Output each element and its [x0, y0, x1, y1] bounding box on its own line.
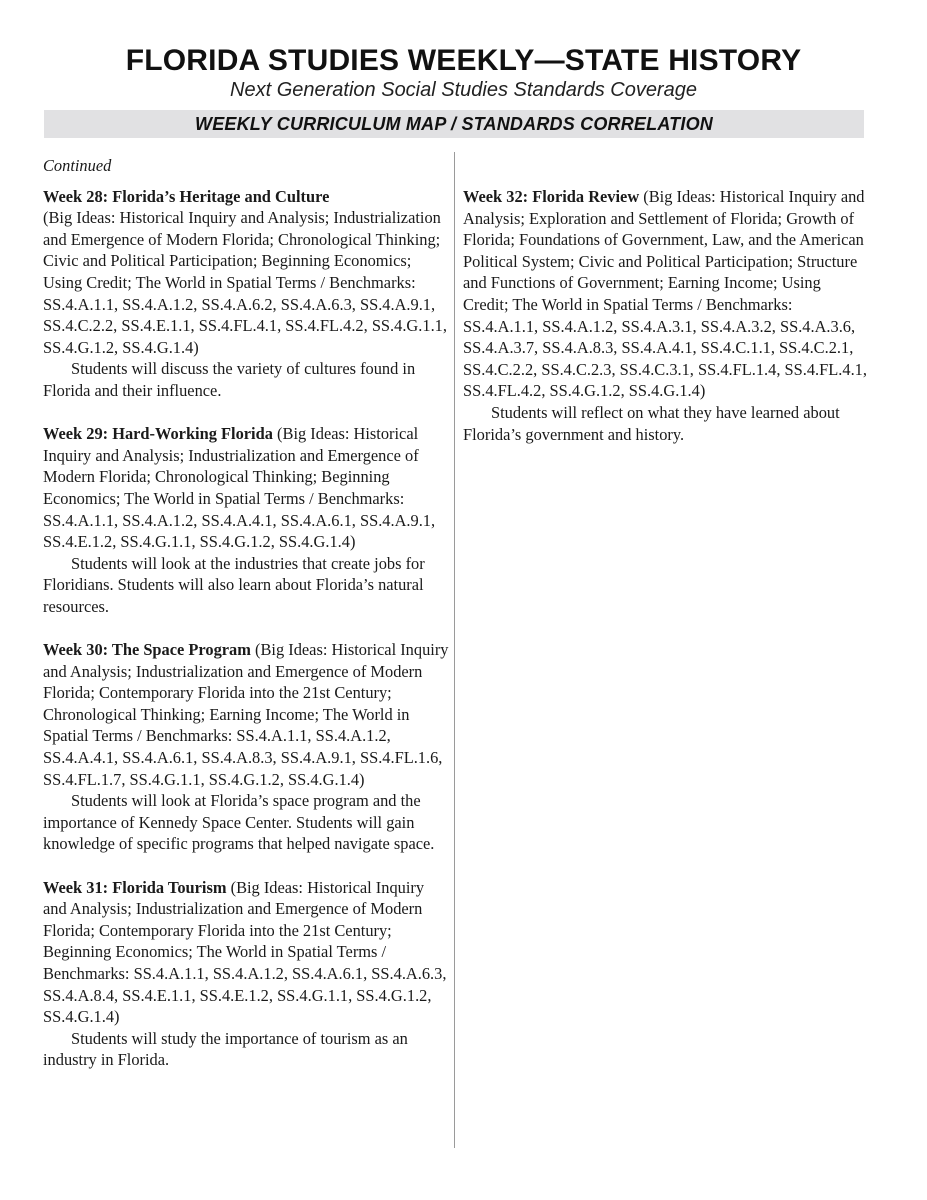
week-description: Students will reflect on what they have learned about Florida’s government and history. [463, 402, 840, 444]
week-32-entry [463, 186, 867, 445]
week-heading: Week 32: Florida Review [463, 187, 640, 206]
continued-label: Continued [43, 156, 112, 175]
week-29-entry [43, 423, 449, 617]
week-standards: (Big Ideas: Historical Inquiry and Analysis; Industrialization and Emergence of Modern Florida; Chronological Thinking; Civic and Political Participation; Beginning Economics; Using Credit; The World in Spatial Terms / Benchmarks: SS.4.A.1.1, SS.4.A.1.2, SS.4.A.6.2, SS.4.A.6.3, SS.4.A.9.1, SS.4.C.2.2, SS.4.E.1.1, SS.4.FL.4.1, SS.4.FL.4.2, SS.4.G.1.1, SS.4.G.1.2, SS.4.G.1.4) [43, 208, 447, 357]
week-31-entry [43, 877, 449, 1071]
week-standards: (Big Ideas: Historical Inquiry and Analysis; Industrialization and Emergence of Modern Florida; Contemporary Florida into the 21st Century; Chronological Thinking; Earning Income; The World in Spatial Terms / Benchmarks: SS.4.A.1.1, SS.4.A.1.2, SS.4.A.4.1, SS.4.A.6.1, SS.4.A.8.3, SS.4.A.9.1, SS.4.FL.1.6, SS.4.FL.1.7, SS.4.G.1.1, SS.4.G.1.2, SS.4.G.1.4) [43, 640, 449, 789]
week-30-entry [43, 639, 449, 855]
page-subtitle: Next Generation Social Studies Standards Coverage [230, 79, 697, 101]
week-heading: Week 29: Hard-Working Florida [43, 424, 273, 444]
week-standards: (Big Ideas: Historical Inquiry and Analysis; Industrialization and Emergence of Modern Florida; Contemporary Florida into the 21st Century; Beginning Economics; The World in Spatial Terms / Benchmarks: SS.4.A.1.1, SS.4.A.1.2, SS.4.A.6.1, SS.4.A.6.3, SS.4.A.8.4, SS.4.E.1.1, SS.4.E.1.2, SS.4.G.1.1, SS.4.G.1.2, SS.4.G.1.4) [43, 877, 447, 1027]
week-description: Students will look at the industries that create jobs for Floridians. Students will also learn about Florida’s natural resources. [43, 553, 425, 616]
column-divider [454, 152, 455, 1148]
week-standards: (Big Ideas: Historical Inquiry and Analysis; Exploration and Settlement of Florida; Growth of Florida; Foundations of Government, Law, and the American Political System; Civic and Political Participation; Structure and Functions of Government; Earning Income; Using Credit; The World in Spatial Terms / Benchmarks: SS.4.A.1.1, SS.4.A.1.2, SS.4.A.3.1, SS.4.A.3.2, SS.4.A.3.6, SS.4.A.3.7, SS.4.A.8.3, SS.4.A.4.1, SS.4.C.1.1, SS.4.C.2.1, SS.4.C.2.2, SS.4.C.2.3, SS.4.C.3.1, SS.4.FL.1.4, SS.4.FL.4.1, SS.4.FL.4.2, SS.4.G.1.2, SS.4.G.1.4) [463, 187, 867, 401]
week-description: Students will study the importance of tourism as an industry in Florida. [43, 1028, 408, 1070]
section-banner: WEEKLY CURRICULUM MAP / STANDARDS CORRELATION [44, 110, 864, 138]
week-heading: Week 28: Florida’s Heritage and Culture [43, 186, 330, 206]
week-heading: Week 31: Florida Tourism [43, 877, 227, 897]
right-column [463, 186, 867, 467]
page-header [0, 44, 927, 102]
week-description: Students will look at Florida’s space program and the importance of Kennedy Space Center. Students will gain knowledge of specific programs that helped navigate space. [43, 791, 435, 854]
week-description: Students will discuss the variety of cultures found in Florida and their influence. [43, 359, 416, 400]
week-standards: (Big Ideas: Historical Inquiry and Analysis; Industrialization and Emergence of Modern Florida; Chronological Thinking; Beginning Economics; The World in Spatial Terms / Benchmarks: SS.4.A.1.1, SS.4.A.1.2, SS.4.A.4.1, SS.4.A.6.1, SS.4.A.9.1, SS.4.E.1.2, SS.4.G.1.1, SS.4.G.1.2, SS.4.G.1.4) [43, 424, 436, 552]
page-title: FLORIDA STUDIES WEEKLY—STATE HISTORY [125, 44, 802, 77]
week-heading: Week 30: The Space Program [43, 640, 251, 660]
week-28-entry [43, 186, 449, 402]
left-column [43, 155, 449, 1093]
